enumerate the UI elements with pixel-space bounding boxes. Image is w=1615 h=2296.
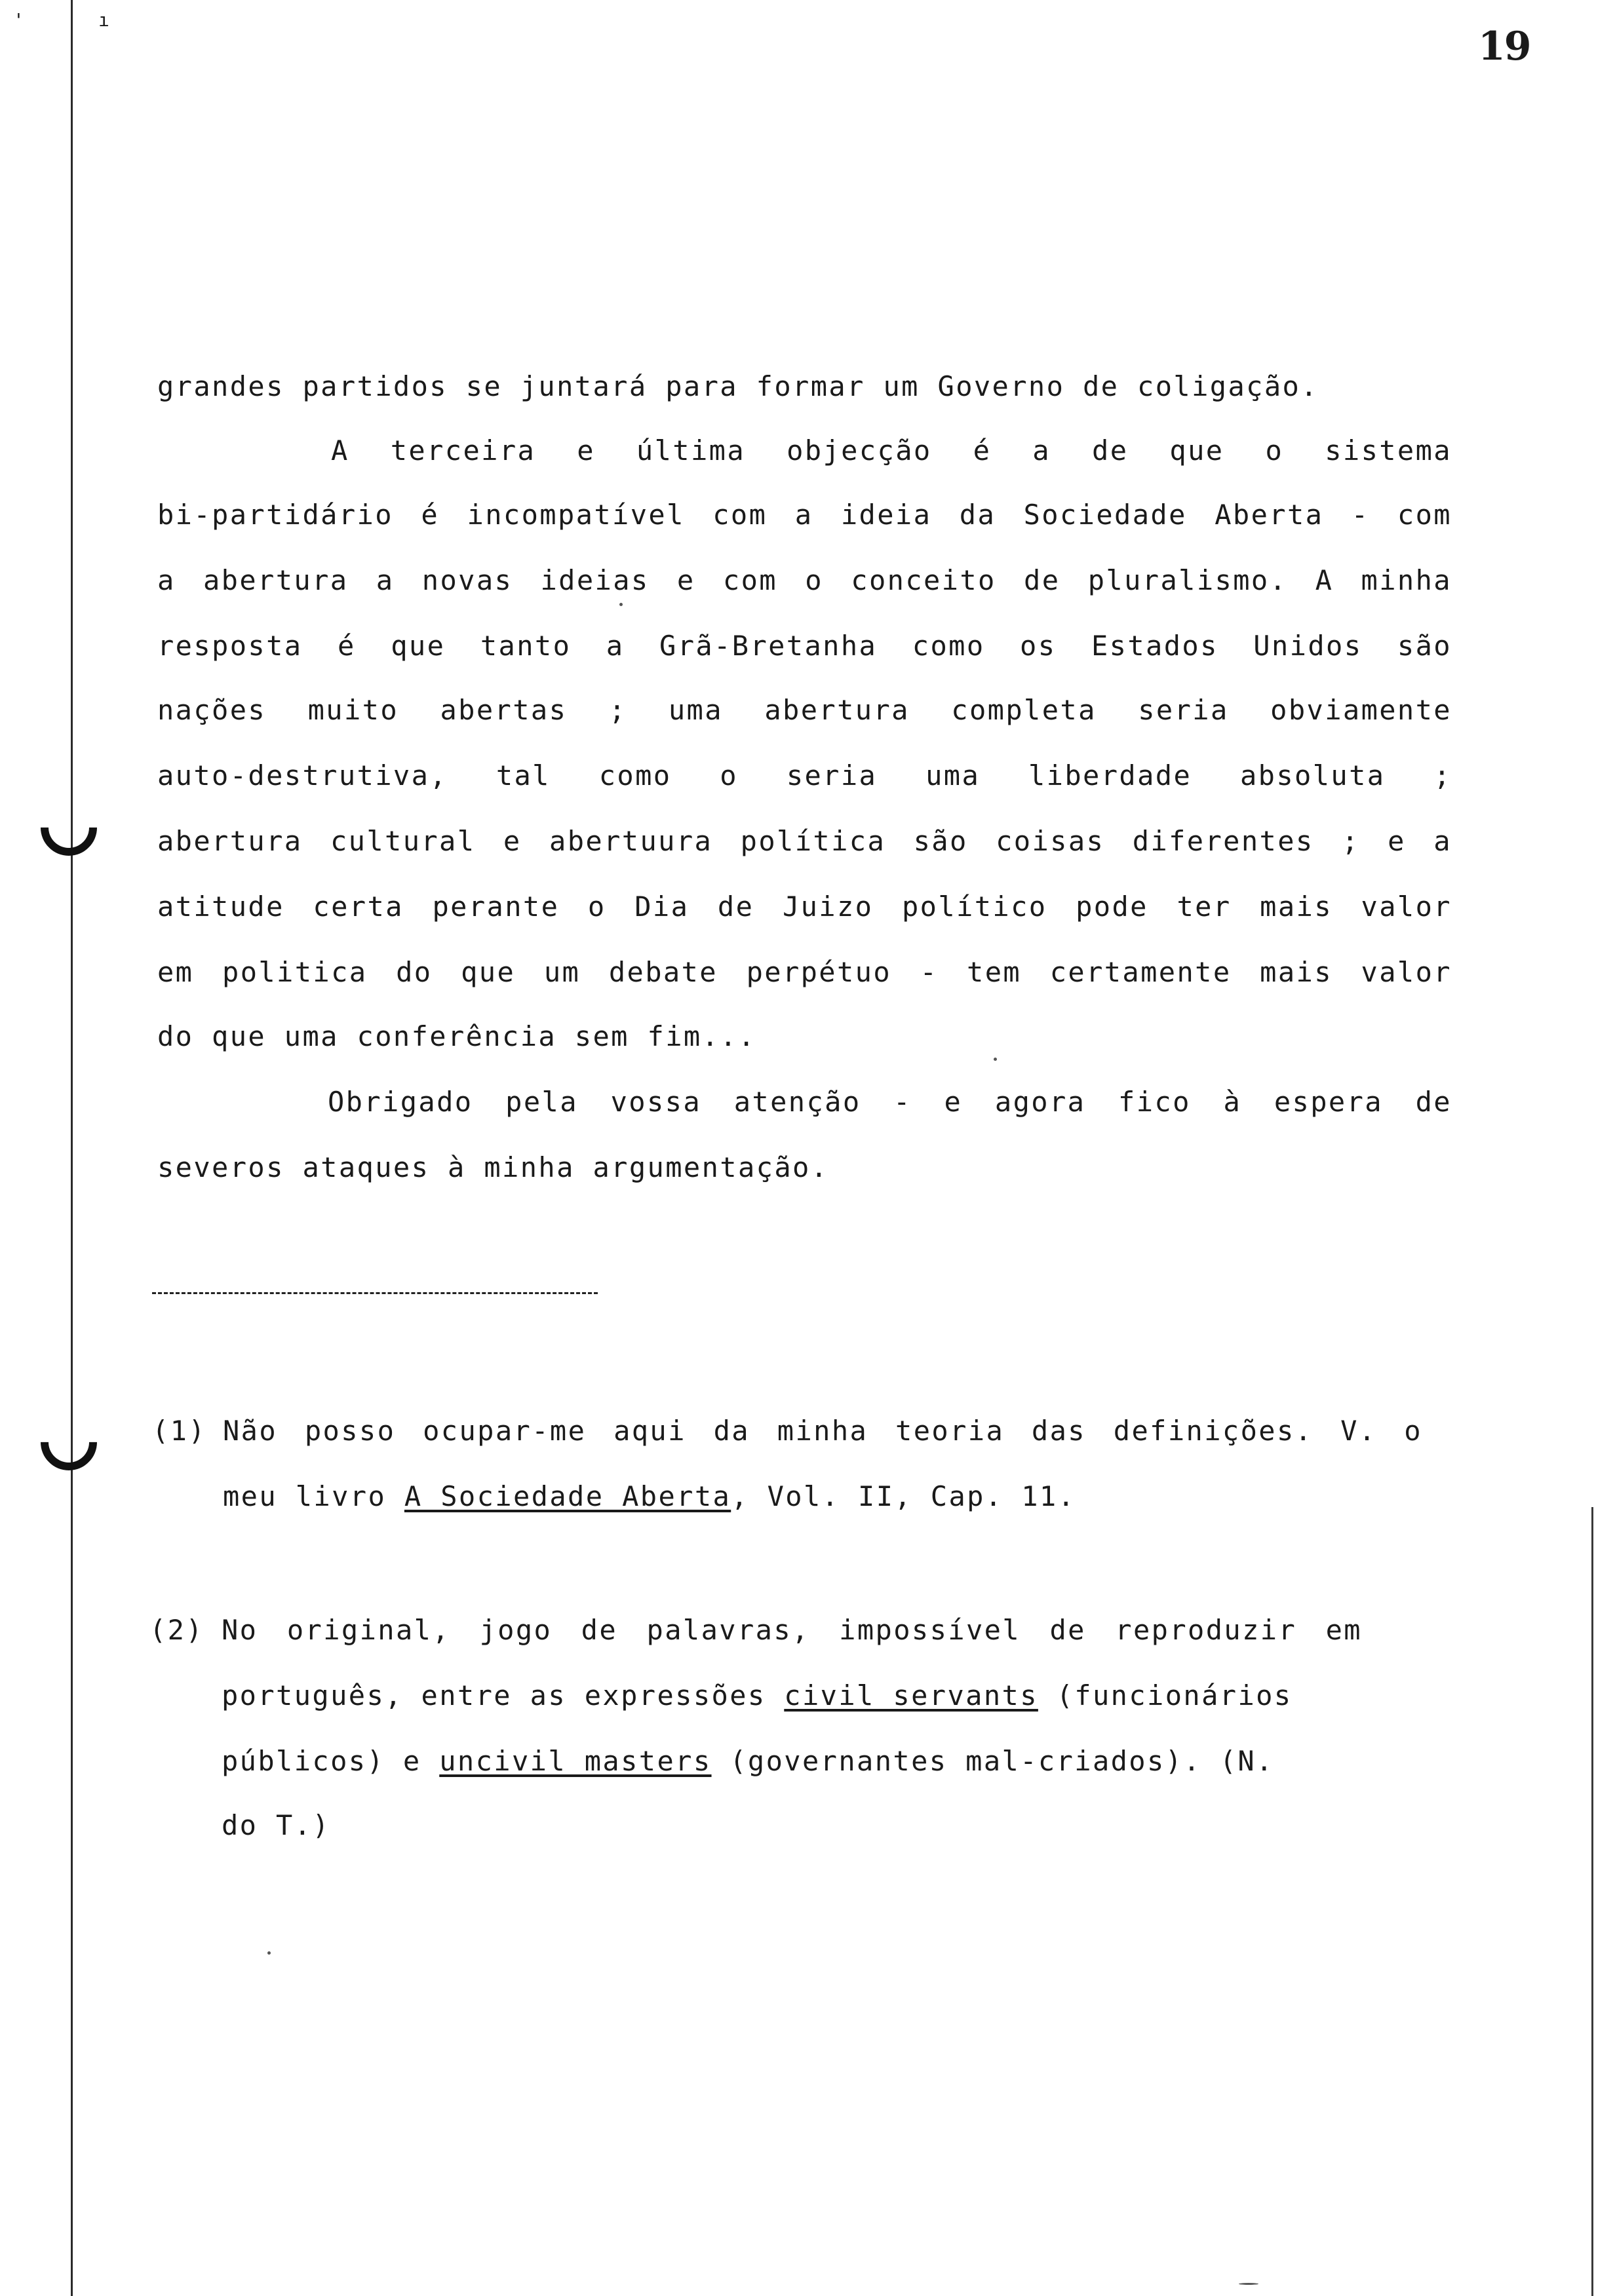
top-left-speck-2: ı	[98, 9, 109, 31]
footnote-2-line-2-prefix: português, entre as expressões	[222, 1679, 785, 1712]
footnote-2-line-2	[222, 1676, 1401, 1715]
footnote-1-line-2	[223, 1477, 1422, 1516]
footnote-2-line-4: do T.)	[222, 1809, 331, 1841]
body-line-9: atitude certa perante o Dia de Juizo político pode ter mais valor	[157, 890, 1452, 923]
footnote-2-line-3	[222, 1742, 1401, 1781]
scan-speck	[267, 1951, 271, 1955]
right-page-edge	[1591, 1507, 1593, 2296]
footnote-2-marker: (2)	[149, 1614, 204, 1646]
left-margin-line	[71, 0, 73, 2296]
body-line-1: grandes partidos se juntará para formar um Governo de coligação.	[157, 370, 1319, 402]
scan-speck	[619, 603, 623, 606]
body-line-7: auto-destrutiva, tal como o seria uma liberdade absoluta ;	[157, 759, 1452, 792]
footnote-1-line-2-suffix: , Vol. II, Cap. 11.	[731, 1480, 1076, 1512]
scan-speck	[1239, 2283, 1258, 2285]
body-line-11: do que uma conferência sem fim...	[157, 1020, 756, 1052]
body-line-12: Obrigado pela vossa atenção - e agora fico à espera de	[328, 1086, 1452, 1118]
body-line-5: resposta é que tanto a Grã-Bretanha como os Estados Unidos são	[157, 630, 1452, 662]
body-line-4: a abertura a novas ideias e com o conceito de pluralismo. A minha	[157, 564, 1452, 596]
body-line-8: abertura cultural e abertuura política são coisas diferentes ; e a	[157, 825, 1452, 857]
book-title: A Sociedade Aberta	[404, 1480, 731, 1512]
footnote-2-line-1: No original, jogo de palavras, impossível de reproduzir em	[222, 1614, 1362, 1646]
footnote-2-line-3-suffix: (governantes mal-criados). (N.	[711, 1745, 1274, 1777]
page-number: 19	[1478, 24, 1530, 69]
binder-hole-mark-upper	[29, 788, 109, 868]
body-line-2: A terceira e última objecção é a de que o sistema	[331, 434, 1452, 467]
body-line-10: em politica do que um debate perpétuo - tem certamente mais valor	[157, 956, 1452, 988]
footnote-1-marker: (1)	[152, 1415, 207, 1447]
term-civil-servants: civil servants	[784, 1679, 1038, 1712]
footnote-1-line-1: Não posso ocupar-me aqui da minha teoria das definições. V. o	[223, 1415, 1422, 1447]
footnote-separator	[152, 1292, 598, 1294]
footnote-1-line-2-prefix: meu livro	[223, 1480, 404, 1512]
body-line-13: severos ataques à minha argumentação.	[157, 1151, 829, 1183]
body-line-6: nações muito abertas ; uma abertura completa seria obviamente	[157, 694, 1452, 726]
top-left-speck-1: '	[13, 9, 24, 31]
scan-speck	[994, 1058, 997, 1061]
footnote-2-line-3-prefix: públicos) e	[222, 1745, 440, 1777]
binder-hole-mark-lower	[29, 1402, 109, 1482]
footnote-2-line-2-suffix: (funcionários	[1038, 1679, 1293, 1712]
term-uncivil-masters: uncivil masters	[439, 1745, 712, 1777]
body-line-3: bi-partidário é incompatível com a ideia da Sociedade Aberta - com	[157, 499, 1452, 531]
